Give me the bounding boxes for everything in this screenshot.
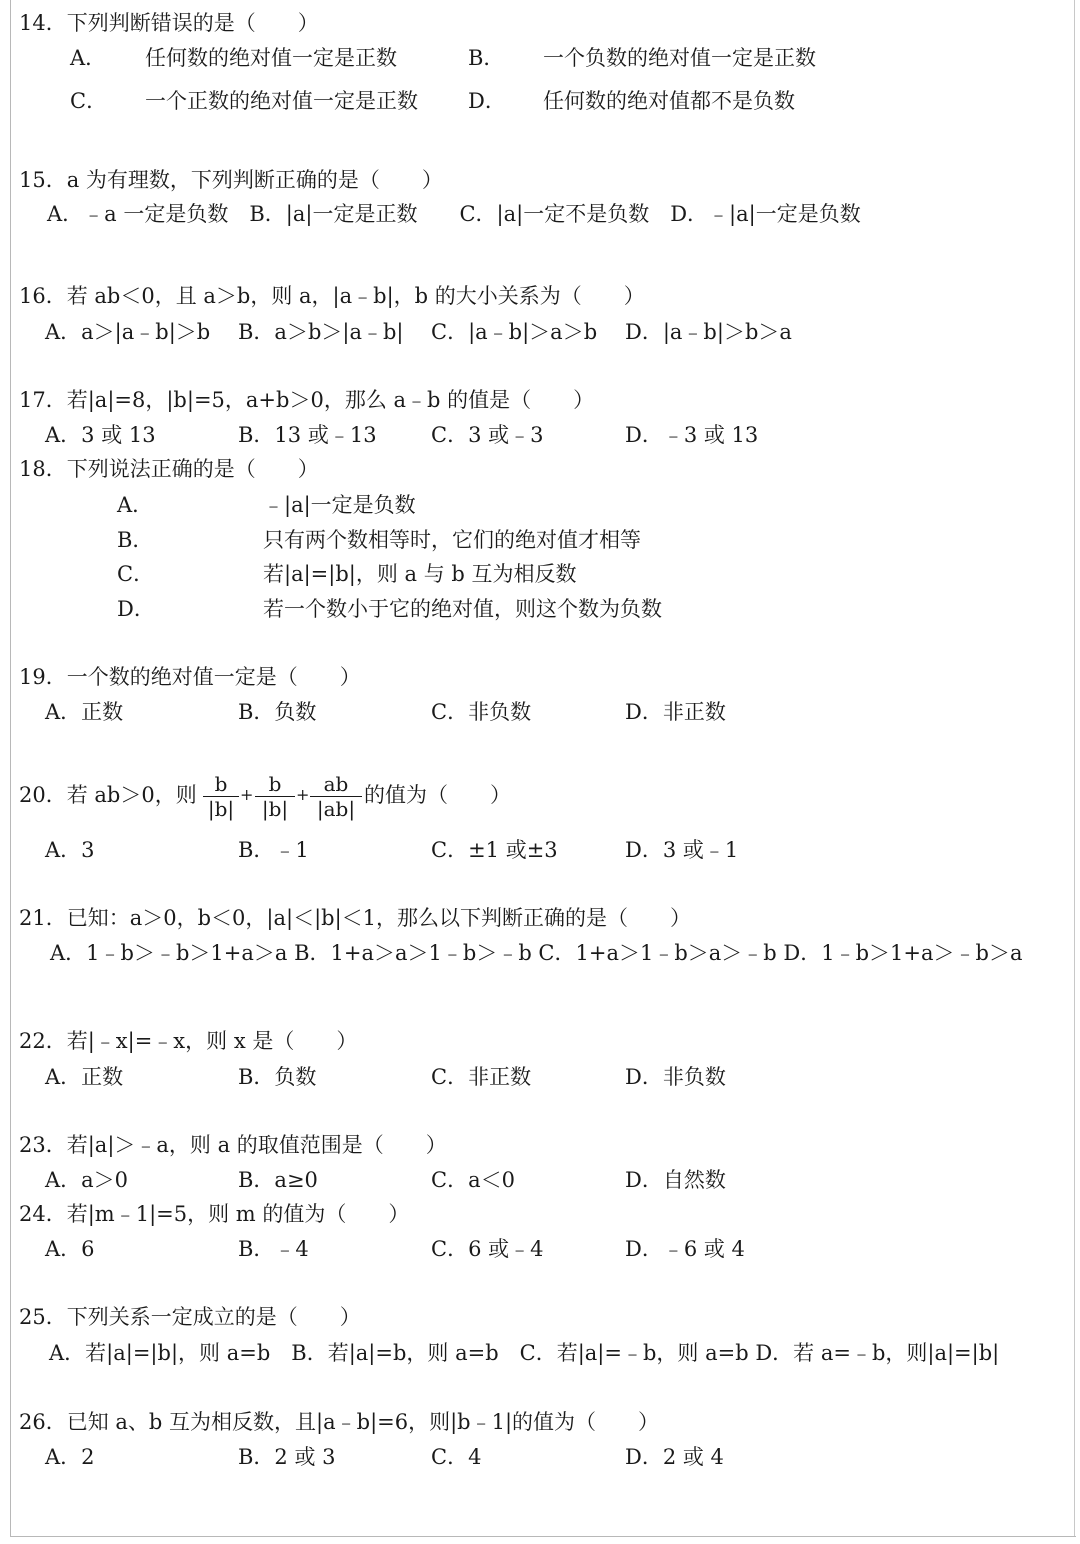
question-17-option-a: A．3 或 13 xyxy=(45,423,156,447)
question-26-option-c: C．4 xyxy=(431,1445,482,1469)
question-21-options: A．1﹣b＞﹣b＞1+a＞a B．1+a＞a＞1﹣b＞﹣b C．1+a＞1﹣b＞a＞﹣b D．1﹣b＞1+a＞﹣b＞a xyxy=(50,941,1023,965)
question-20-option-b: B．﹣1 xyxy=(238,838,309,862)
question-18-stem: 18．下列说法正确的是（ ） xyxy=(19,457,319,481)
question-23-option-a: A．a＞0 xyxy=(45,1168,129,1192)
question-20-fraction-3 xyxy=(310,773,362,820)
question-22-option-d: D．非负数 xyxy=(625,1065,726,1089)
question-14-option-a-label: A． xyxy=(70,46,107,70)
fraction-1-denominator: |b| xyxy=(207,797,235,821)
question-15-stem: 15．a 为有理数，下列判断正确的是（ ） xyxy=(19,168,443,192)
fraction-2-numerator: b xyxy=(268,772,282,796)
question-25-options: A．若|a|=|b|，则 a=b B．若|a|=b，则 a=b C．若|a|=﹣b，则 a=b D．若 a=﹣b，则|a|=|b| xyxy=(49,1341,1000,1365)
question-14-option-b-label: B． xyxy=(468,46,505,70)
question-21-stem: 21．已知：a＞0，b＜0，|a|＜|b|＜1，那么以下判断正确的是（ ） xyxy=(19,906,692,930)
page-border-right xyxy=(1074,0,1075,1536)
question-14-option-b-text: 一个负数的绝对值一定是正数 xyxy=(543,46,816,70)
question-26-option-b: B．2 或 3 xyxy=(238,1445,336,1469)
fraction-1-numerator: b xyxy=(214,772,228,796)
fraction-2-denominator: |b| xyxy=(261,797,289,821)
question-19-stem: 19．一个数的绝对值一定是（ ） xyxy=(19,665,361,689)
question-22-option-a: A．正数 xyxy=(45,1065,124,1089)
question-20-fraction-2 xyxy=(255,773,295,820)
question-18-option-d-label: D． xyxy=(117,597,155,621)
fraction-3-numerator: ab xyxy=(323,772,349,796)
question-18-option-c-label: C． xyxy=(117,562,155,586)
question-14-option-c-text: 一个正数的绝对值一定是正数 xyxy=(145,89,418,113)
question-26-option-d: D．2 或 4 xyxy=(625,1445,724,1469)
question-22-option-b: B．负数 xyxy=(238,1065,317,1089)
question-23-option-c: C．a＜0 xyxy=(431,1168,515,1192)
question-20-option-c: C．±1 或±3 xyxy=(431,838,558,862)
question-16-option-b: B．a＞b＞|a﹣b| xyxy=(238,320,404,344)
fraction-3-denominator: |ab| xyxy=(316,797,356,821)
question-16-option-a: A．a＞|a﹣b|＞b xyxy=(45,320,211,344)
question-20-option-a: A．3 xyxy=(45,838,95,862)
question-20-stem-prefix: 20．若 ab＞0，则 xyxy=(19,783,197,807)
question-18-option-c-text: 若|a|=|b|，则 a 与 b 互为相反数 xyxy=(263,562,577,586)
question-18-option-b-text: 只有两个数相等时，它们的绝对值才相等 xyxy=(263,528,641,552)
question-20-stem-suffix: 的值为（ ） xyxy=(364,783,511,807)
question-25-stem: 25．下列关系一定成立的是（ ） xyxy=(19,1305,361,1329)
question-14-stem: 14．下列判断错误的是（ ） xyxy=(19,11,319,35)
question-20-fraction-1 xyxy=(203,773,239,820)
question-26-stem: 26．已知 a、b 互为相反数，且|a﹣b|=6，则|b﹣1|的值为（ ） xyxy=(19,1410,660,1434)
question-18-option-d-text: 若一个数小于它的绝对值，则这个数为负数 xyxy=(263,597,662,621)
question-22-option-c: C．非正数 xyxy=(431,1065,532,1089)
question-16-option-d: D．|a﹣b|＞b＞a xyxy=(625,320,792,344)
question-19-option-b: B．负数 xyxy=(238,700,317,724)
question-17-option-b: B．13 或﹣13 xyxy=(238,423,377,447)
question-14-option-d-label: D． xyxy=(468,89,506,113)
question-16-option-c: C．|a﹣b|＞a＞b xyxy=(431,320,598,344)
question-20-option-d: D．3 或﹣1 xyxy=(625,838,739,862)
question-24-option-a: A．6 xyxy=(45,1237,95,1261)
question-23-option-b: B．a≥0 xyxy=(238,1168,318,1192)
question-19-option-a: A．正数 xyxy=(45,700,124,724)
question-19-option-c: C．非负数 xyxy=(431,700,532,724)
question-15-options: A．﹣a 一定是负数 B．|a|一定是正数 C．|a|一定不是负数 D．﹣|a|一定是负数 xyxy=(47,202,861,226)
page-border-bottom xyxy=(10,1536,1076,1537)
question-17-option-d: D．﹣3 或 13 xyxy=(625,423,759,447)
question-19-option-d: D．非正数 xyxy=(625,700,726,724)
question-14-option-a-text: 任何数的绝对值一定是正数 xyxy=(145,46,397,70)
question-24-option-b: B．﹣4 xyxy=(238,1237,309,1261)
question-24-option-c: C．6 或﹣4 xyxy=(431,1237,544,1261)
question-17-stem: 17．若|a|=8，|b|=5，a+b＞0，那么 a﹣b 的值是（ ） xyxy=(19,388,595,412)
question-23-option-d: D．自然数 xyxy=(625,1168,726,1192)
question-20-plus-1: + xyxy=(240,785,254,804)
question-14-option-c-label: C． xyxy=(70,89,108,113)
page-border-left xyxy=(10,0,11,1536)
question-26-option-a: A．2 xyxy=(45,1445,95,1469)
question-17-option-c: C．3 或﹣3 xyxy=(431,423,544,447)
question-24-option-d: D．﹣6 或 4 xyxy=(625,1237,745,1261)
question-23-stem: 23．若|a|＞﹣a，则 a 的取值范围是（ ） xyxy=(19,1133,447,1157)
question-18-option-a-text: ﹣|a|一定是负数 xyxy=(263,493,416,517)
question-22-stem: 22．若|﹣x|=﹣x，则 x 是（ ） xyxy=(19,1029,358,1053)
question-24-stem: 24．若|m﹣1|=5，则 m 的值为（ ） xyxy=(19,1202,410,1226)
question-20-plus-2: + xyxy=(296,785,310,804)
question-16-stem: 16．若 ab＜0，且 a＞b，则 a，|a﹣b|，b 的大小关系为（ ） xyxy=(19,284,645,308)
question-14-option-d-text: 任何数的绝对值都不是负数 xyxy=(543,89,795,113)
question-18-option-b-label: B． xyxy=(117,528,154,552)
question-18-option-a-label: A． xyxy=(117,493,154,517)
